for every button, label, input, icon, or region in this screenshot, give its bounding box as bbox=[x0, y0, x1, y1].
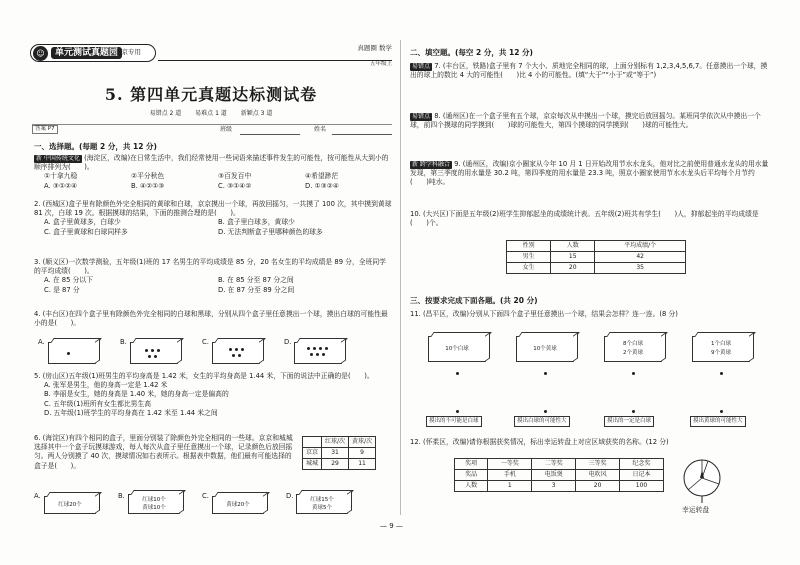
question-tag: 新 跨学科融合 bbox=[412, 161, 450, 168]
question-tag: 易错点 bbox=[412, 63, 431, 70]
table-header-cell: 平均成绩/个 bbox=[595, 241, 686, 252]
table-cell: 42 bbox=[595, 252, 686, 263]
question-text: 10. (大兴区)下面是五年级(2)班学生抑郁起坐的成绩统计表。五年级(2)班共有学生( )人，抑郁起坐的平均成绩是( )个。 bbox=[410, 210, 759, 228]
choice: A. 张军是男生，他的身高一定是 1.42 米 bbox=[44, 381, 168, 390]
choice-label: C. bbox=[202, 492, 209, 500]
ball-box: 红球10个 黄球10个 bbox=[128, 494, 180, 514]
table-header-cell: 一等奖 bbox=[488, 459, 532, 470]
ball-box: 10个白球 bbox=[428, 336, 486, 362]
question-2 bbox=[34, 200, 392, 237]
table-cell: 29 bbox=[322, 459, 349, 470]
connect-dot[interactable] bbox=[720, 410, 723, 413]
choice: D. ①③②④ bbox=[305, 181, 339, 190]
point-item: 新颖点 3 道 bbox=[240, 110, 273, 117]
student-info-row bbox=[32, 124, 392, 133]
q12-prize-table bbox=[454, 458, 664, 492]
question-text: 11. (昌平区，改编)分别从下面四个盒子里任意摸出一个球，结果会怎样？连一连。(8 分) bbox=[410, 310, 678, 318]
lucky-wheel bbox=[680, 456, 724, 504]
table-cell: 20 bbox=[551, 263, 595, 274]
ball-box bbox=[212, 342, 260, 364]
table-cell: 15 bbox=[551, 252, 595, 263]
question-6 bbox=[34, 434, 298, 471]
logo bbox=[30, 44, 156, 62]
choice: A. 在 85 分以下 bbox=[44, 276, 94, 285]
answer-reference: 答案 P7 bbox=[32, 125, 58, 134]
question-10 bbox=[410, 210, 770, 228]
question-text: 8. (通州区)在一个盒子里有五个球，京京每次从中摸出一个球，摸完后放回摇匀。某班同学依次从中摸出一个球，前四个摸球的同学摸到( )球的可能性大，第四个摸球的同学摸到( )球的可能性大。 bbox=[410, 112, 761, 130]
logo-text: 单元测试真题园 bbox=[51, 47, 122, 59]
choice: C. 五年级(1)班所有女生都比男生高 bbox=[44, 399, 152, 408]
question-7 bbox=[410, 62, 770, 80]
table-header-cell: 二等奖 bbox=[532, 459, 576, 470]
connect-dot[interactable] bbox=[456, 372, 459, 375]
table-cell: 100 bbox=[620, 481, 664, 492]
choice-label: B. bbox=[118, 492, 125, 500]
table-cell: 女生 bbox=[507, 263, 551, 274]
table-cell: 城城 bbox=[303, 459, 322, 470]
table-row bbox=[507, 263, 686, 274]
page-title: 5. 第四单元真题达标测试卷 bbox=[104, 85, 318, 104]
table-cell: 电吹风 bbox=[576, 470, 620, 481]
page-number: — 9 — bbox=[380, 522, 403, 530]
mascot-icon: ☺ bbox=[33, 46, 48, 61]
table-cell: 日记本 bbox=[620, 470, 664, 481]
question-text: 2. (西城区)盒子里有除颜色外完全相同的黄球和白球，京京摸出一个球，再放回摇匀，一共摸了 100 次，其中摸到黄球 81 次，白球 19 次。根据摸球的结果，下面的推测合理的是( )。 bbox=[34, 200, 392, 218]
ball-box: 红球20个 bbox=[44, 496, 96, 514]
wheel-label: 幸运转盘 bbox=[682, 506, 710, 514]
choice: A. ③①②④ bbox=[44, 181, 78, 190]
table-cell: 手机 bbox=[488, 470, 532, 481]
choice: B. ④②①③ bbox=[131, 181, 165, 190]
section-title: 三、按要求完成下面各题。(共 20 分) bbox=[410, 296, 538, 305]
option-phrase: ②平分秋色 bbox=[131, 172, 165, 181]
choice-label: C. bbox=[202, 338, 209, 346]
class-field[interactable] bbox=[240, 134, 300, 135]
choice: B. 在 85 分至 87 分之间 bbox=[218, 276, 294, 285]
connect-dot[interactable] bbox=[720, 372, 723, 375]
table-cell: 31 bbox=[322, 448, 349, 459]
table-header-row bbox=[303, 437, 376, 448]
grade-label: 五年级上 bbox=[369, 61, 392, 67]
page-header bbox=[30, 44, 392, 67]
table-row bbox=[303, 459, 376, 470]
point-item: 易难点 1 道 bbox=[195, 110, 227, 117]
choice: D. 无法判断盒子里哪种颜色的球多 bbox=[218, 227, 323, 236]
series-title: 真题圈 数学 bbox=[357, 44, 392, 52]
table-row bbox=[455, 470, 664, 481]
ball-box bbox=[294, 342, 342, 364]
table-header-cell: 纪念奖 bbox=[620, 459, 664, 470]
table-header-cell bbox=[303, 437, 322, 448]
point-summary bbox=[30, 110, 392, 118]
option-phrase: ①十拿九稳 bbox=[44, 172, 78, 181]
table-cell: 11 bbox=[349, 459, 376, 470]
outcome-label: 摸出黄球的可能性大 bbox=[690, 416, 746, 427]
question-9 bbox=[410, 160, 770, 188]
question-text: 7. (丰台区，铁路)盒子里有 7 个大小、质地完全相同的球，上面分别标有 1,2,3,4,5,6,7。任意摸出一个球，摸出的球上的数比 4 大的可能性( )比 4 小的可能性。(填“大于”“小于”或“等于”) bbox=[410, 62, 768, 80]
table-header-cell: 性别 bbox=[507, 241, 551, 252]
choice: D. 五年级(1)班学生的平均身高在 1.42 米至 1.44 米之间 bbox=[44, 408, 218, 417]
name-field[interactable] bbox=[332, 134, 392, 135]
q6-results-table bbox=[302, 436, 376, 470]
question-tag: 新 中国传统文化 bbox=[36, 155, 80, 162]
connect-dot[interactable] bbox=[544, 410, 547, 413]
table-cell: 男生 bbox=[507, 252, 551, 263]
header-rule bbox=[158, 60, 392, 61]
table-header-cell: 三等奖 bbox=[576, 459, 620, 470]
ball-box: 红球15个 黄球5个 bbox=[296, 494, 348, 514]
table-cell: 人数 bbox=[455, 481, 488, 492]
question-1 bbox=[34, 154, 392, 191]
table-row bbox=[455, 481, 664, 492]
table-cell: 9 bbox=[349, 448, 376, 459]
question-text: 9. (通州区，改编)京小圈家从今年 10 月 1 日开始改用节水水龙头，他对比之前使用普通水龙头的用水量发现，第三季度的用水量是 30.2 吨，第四季度的用水量是 23.3 吨，照京小圈家使用节水水龙头后平均每个月节约( )吨水。 bbox=[410, 160, 769, 187]
question-5 bbox=[34, 372, 392, 418]
question-4 bbox=[34, 310, 392, 328]
connect-dot[interactable] bbox=[456, 410, 459, 413]
connect-dot[interactable] bbox=[632, 372, 635, 375]
section-2 bbox=[410, 46, 770, 58]
outcome-label: 摸出的不可能是白球 bbox=[426, 416, 482, 427]
option-phrase: ④希望渺茫 bbox=[305, 172, 339, 181]
choice: C. 盒子里黄球和白球同样多 bbox=[44, 227, 128, 236]
question-12 bbox=[410, 438, 770, 447]
outcome-label: 摸出白球的可能性大 bbox=[514, 416, 570, 427]
outcome-label: 摸出的一定是白球 bbox=[604, 416, 654, 427]
ball-box: 黄球20个 bbox=[212, 496, 264, 514]
question-text: 5. (房山区)五年级(1)班男生的平均身高是 1.42 米，女生的平均身高是 1.44 米，下面的说法中正确的是( )。 bbox=[34, 372, 374, 380]
q10-grades-table bbox=[506, 240, 686, 274]
connect-dot[interactable] bbox=[544, 372, 547, 375]
question-11 bbox=[410, 310, 770, 319]
choice: A. 盒子里黄球多，白球少 bbox=[44, 218, 121, 227]
choice-label: A. bbox=[38, 338, 45, 346]
question-tag: 易错点 bbox=[412, 113, 431, 120]
choice-label: A. bbox=[34, 492, 41, 500]
question-text: 3. (顺义区)一次数学测验，五年级(1)班的 17 名男生的平均成绩是 85 分，20 名女生的平均成绩是 89 分，全班同学的平均成绩( )。 bbox=[34, 258, 386, 276]
choice: B. 李丽是女生，她的身高是 1.40 米，她的身高一定是偏高的 bbox=[44, 390, 229, 399]
choice: C. 是 87 分 bbox=[44, 285, 80, 294]
choice-label: D. bbox=[284, 338, 292, 346]
section-title: 二、填空题。(每空 2 分，共 12 分) bbox=[410, 48, 533, 57]
choice-label: D. bbox=[286, 492, 294, 500]
choice: B. 盒子里白球多，黄球少 bbox=[218, 218, 295, 227]
table-cell: 奖品 bbox=[455, 470, 488, 481]
question-3 bbox=[34, 258, 392, 295]
table-cell: 京京 bbox=[303, 448, 322, 459]
choice: C. ③①④② bbox=[218, 181, 252, 190]
logo-subtitle: 北京专用 bbox=[115, 48, 141, 56]
table-header-row bbox=[507, 241, 686, 252]
table-cell: 电饭煲 bbox=[532, 470, 576, 481]
table-header-cell: 奖项 bbox=[455, 459, 488, 470]
ball-box bbox=[48, 342, 96, 364]
ball-box bbox=[130, 342, 178, 364]
table-row bbox=[303, 448, 376, 459]
table-cell: 1 bbox=[488, 481, 532, 492]
question-8 bbox=[410, 112, 770, 130]
table-row bbox=[507, 252, 686, 263]
ball-box: 10个黄球 bbox=[516, 336, 574, 362]
class-label: 班级 bbox=[220, 126, 233, 133]
choice-label: B. bbox=[120, 338, 127, 346]
table-header-row bbox=[455, 459, 664, 470]
ball-box: 8个白球 2个黄球 bbox=[604, 336, 662, 362]
column-divider bbox=[400, 40, 401, 515]
table-header-cell: 黄球/次 bbox=[349, 437, 376, 448]
table-cell: 3 bbox=[532, 481, 576, 492]
question-text: 6. (海淀区)有四个相同的盒子，里面分别装了除颜色外完全相同的一些球。京京和城城选择其中一个盒子玩摸球游戏，每人每次从盒子里任意摸出一个球，记录颜色后放回摇匀。两人分别摸了 40 次，摸球情况如右表所示。根据表中数据，他们最有可能选择的盒子是( )。 bbox=[34, 434, 293, 470]
table-cell: 35 bbox=[595, 263, 686, 274]
table-header-cell: 人数 bbox=[551, 241, 595, 252]
question-text: (海淀区，改编)在日常生活中，我们经常使用一些词语来描述事件发生的可能性，按可能性从大到小的顺序排列为( )。 bbox=[34, 154, 389, 172]
connect-dot[interactable] bbox=[632, 410, 635, 413]
name-label: 姓名 bbox=[314, 126, 327, 133]
section-1 bbox=[34, 140, 392, 152]
question-text: 4. (丰台区)在四个盒子里有除颜色外完全相同的白球和黑球，分别从四个盒子里任意摸出一个球，摸出白球的可能性最小的是( )。 bbox=[34, 310, 388, 328]
table-header-cell: 红球/次 bbox=[322, 437, 349, 448]
section-title: 一、选择题。(每题 2 分，共 12 分) bbox=[34, 142, 157, 151]
section-3 bbox=[410, 294, 770, 306]
option-phrase: ③百发百中 bbox=[218, 172, 252, 181]
choice: D. 在 87 分至 89 分之间 bbox=[218, 285, 295, 294]
table-cell: 20 bbox=[576, 481, 620, 492]
ball-box: 1个白球 9个黄球 bbox=[692, 336, 750, 362]
question-text: 12. (怀柔区，改编)请你根据获奖情况，标出幸运转盘上对应区域获奖的名称。(12 分) bbox=[410, 438, 669, 446]
point-item: 易错点 2 道 bbox=[149, 110, 182, 117]
